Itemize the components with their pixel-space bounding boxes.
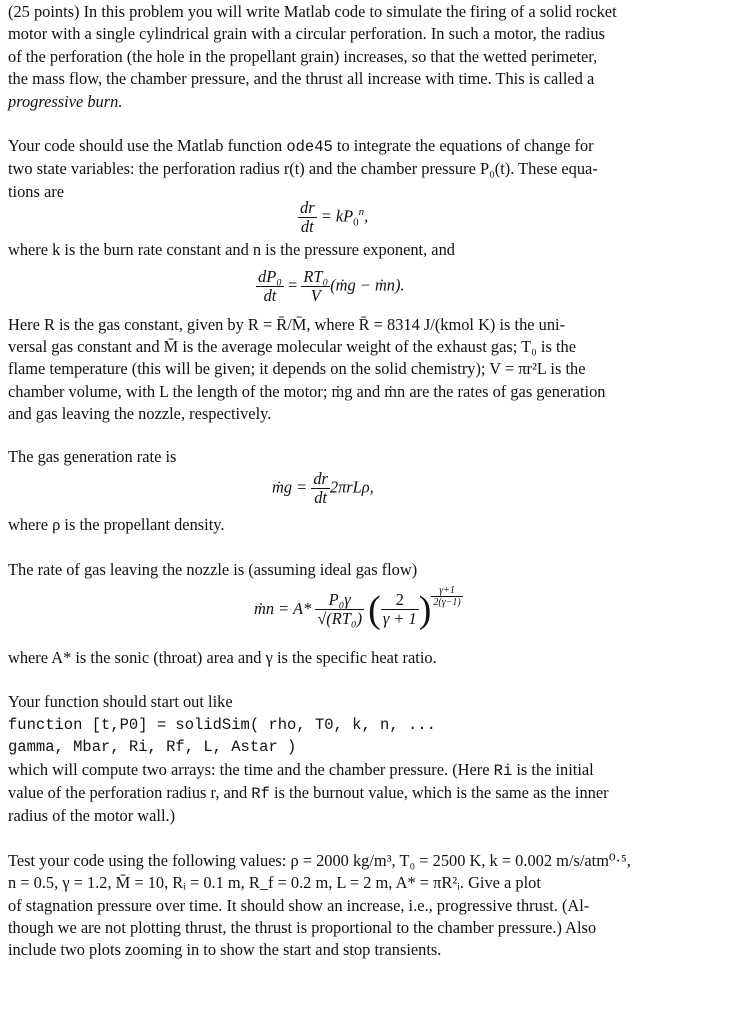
- intro-line-2: motor with a single cylindrical grain with a circular perforation. In such a motor, the radius: [8, 24, 605, 44]
- intro-line-4: the mass flow, the chamber pressure, and the thrust all increase with time. This is called a: [8, 69, 595, 89]
- rf-code: Rf: [251, 784, 270, 803]
- function-line-3b: is the burnout value, which is the same as the inner: [269, 782, 609, 802]
- equation-nozzle-rate: ṁn = A* $\frac{\text{P₀γ}}{\text{√(RT₀)}}$ ( $\frac{2}{\gamma + 1}$ ) $\frac{\gamma+1}{2(\gamma-1)}$: [254, 584, 461, 631]
- ode-paragraph: [8, 135, 724, 203]
- gas-line-3: flame temperature (this will be given; it depends on the solid chemistry); V = πr²L is the: [8, 359, 586, 379]
- gas-line-2: versal gas constant and M̄ is the average molecular weight of the exhaust gas; T₀ is the: [8, 337, 576, 357]
- eq3-denominator: dt: [314, 488, 327, 508]
- eq4-denominator: √(RT₀): [317, 609, 363, 629]
- density-description: where ρ is the propellant density.: [8, 515, 225, 535]
- function-line-4: radius of the motor wall.): [8, 806, 176, 826]
- test-line-2: n = 0.5, γ = 1.2, M̄ = 10, Rᵢ = 0.1 m, R_f = 0.2 m, L = 2 m, A* = πR²ᵢ. Give a plot: [8, 873, 541, 893]
- code-line-1: function [t,P0] = solidSim( rho, T0, k, n, ...: [8, 715, 436, 734]
- eq1-end: ,: [364, 206, 369, 226]
- eq4-exp-numerator: γ+1: [431, 585, 462, 597]
- ode-line-1b: to integrate the equations of change for: [332, 136, 594, 156]
- intro-line-3: of the perforation (the hole in the propellant grain) increases, so that the wetted perimeter,: [8, 46, 598, 66]
- eq3-lhs: ṁg =: [272, 477, 308, 497]
- eq1-lhs-denominator: dt: [300, 217, 314, 237]
- intro-line-5: progressive burn.: [8, 91, 123, 111]
- function-line-3a: value of the perforation radius r, and: [8, 782, 252, 802]
- gas-line-4: chamber volume, with L the length of the motor; ṁg and ṁn are the rates of gas generation: [8, 381, 606, 401]
- gas-line-1: Here R is the gas constant, given by R = R̄/M̄, where R̄ = 8314 J/(kmol K) is the uni-: [8, 314, 566, 334]
- test-line-5: include two plots zooming in to show the start and stop transients.: [8, 940, 442, 960]
- eq2-equals: =: [288, 274, 298, 294]
- eq4-inner-denominator: γ + 1: [382, 609, 417, 629]
- eq3-rhs: 2πrLρ,: [329, 477, 374, 497]
- equation-pressure: [8, 262, 724, 314]
- eq1-rhs-sup: n: [358, 206, 365, 219]
- test-values-paragraph: [8, 850, 724, 962]
- burn-rate-description: where k is the burn rate constant and n is the pressure exponent, and: [8, 240, 455, 260]
- equation-burn-rate: [8, 199, 724, 239]
- code-line-2: gamma, Mbar, Ri, Rf, L, Astar ): [8, 738, 297, 757]
- eq1-rhs: = kP: [320, 206, 354, 226]
- test-line-1: Test your code using the following values: ρ = 2000 kg/m³, T₀ = 2500 K, k = 0.002 m/s/atm⁰·⁵,: [8, 850, 631, 870]
- eq4-inner-numerator: 2: [381, 591, 419, 610]
- intro-paragraph: [8, 1, 724, 113]
- eq2-lhs-denominator: dt: [263, 285, 277, 305]
- test-line-3: of stagnation pressure over time. It should show an increase, i.e., progressive thrust. (Al-: [8, 895, 590, 915]
- function-intro: Your function should start out like: [8, 692, 233, 712]
- ode-line-2: two state variables: the perforation radius r(t) and the chamber pressure P₀(t). These equa-: [8, 159, 598, 179]
- eq3-numerator: dr: [313, 469, 328, 489]
- gas-line-5: and gas leaving the nozzle, respectively.: [8, 404, 272, 424]
- ode45-code: ode45: [286, 138, 333, 157]
- eq2-rhs-denominator: V: [310, 285, 321, 305]
- throat-description: where A* is the sonic (throat) area and γ is the specific heat ratio.: [8, 647, 437, 667]
- ri-code: Ri: [493, 761, 513, 780]
- eq2-rhs: (ṁg − ṁn).: [330, 274, 405, 294]
- eq2-lhs-numerator: dP₀: [258, 266, 282, 286]
- equation-generation-rate: [8, 468, 724, 514]
- problem-page: [8, 1, 724, 962]
- gas-constant-paragraph: [8, 314, 724, 426]
- ode-line-1a: Your code should use the Matlab function: [8, 136, 287, 156]
- function-line-2a: which will compute two arrays: the time and the chamber pressure. (Here: [8, 759, 494, 779]
- eq1-rhs-sub: 0: [353, 216, 359, 229]
- eq2-rhs-numerator: RT₀: [303, 266, 329, 286]
- points-label: (25 points): [8, 2, 80, 21]
- eq4-lhs: ṁn = A*: [254, 598, 312, 618]
- function-line-2b: is the initial: [512, 759, 594, 779]
- eq4-numerator: P₀γ: [315, 591, 364, 610]
- ode-line-3: tions are: [8, 181, 64, 201]
- nozzle-rate-intro: The rate of gas leaving the nozzle is (assuming ideal gas flow): [8, 559, 418, 579]
- intro-line-1: In this problem you will write Matlab code to simulate the firing of a solid rocket: [83, 2, 617, 21]
- eq1-lhs-numerator: dr: [300, 198, 315, 218]
- function-paragraph: [8, 691, 724, 827]
- test-line-4: though we are not plotting thrust, the thrust is proportional to the chamber pressure.) Also: [8, 917, 597, 937]
- eq4-exp-denominator: 2(γ−1): [433, 596, 461, 608]
- generation-rate-intro: The gas generation rate is: [8, 446, 177, 466]
